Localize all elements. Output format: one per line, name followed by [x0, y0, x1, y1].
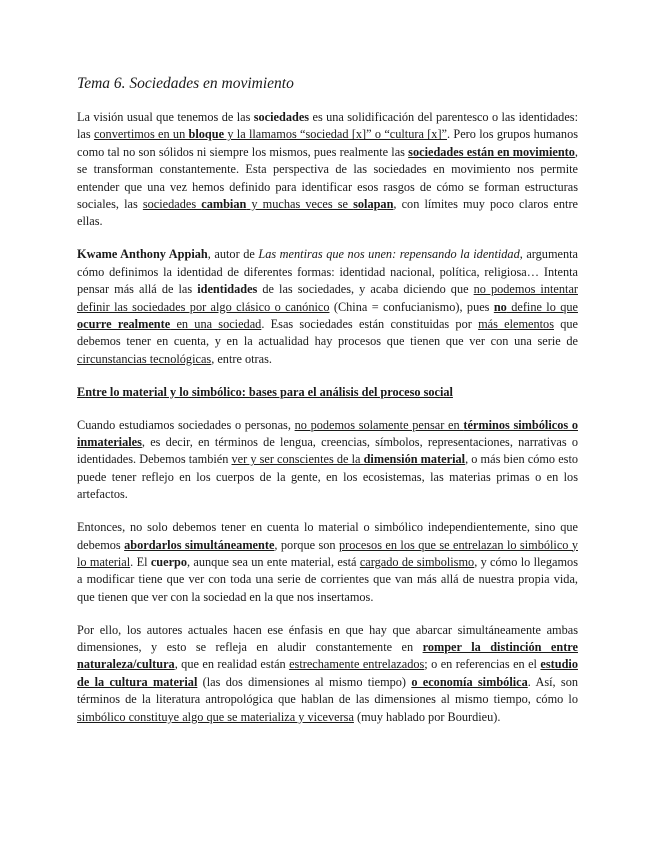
bold-run: Kwame Anthony Appiah: [77, 247, 208, 262]
paragraph-appiah: [77, 246, 578, 368]
text-run: (las dos dimensiones al mismo tiempo): [197, 674, 412, 689]
section-heading: Entre lo material y lo simbólico: bases para el análisis del proceso social: [77, 384, 453, 399]
page-title: Tema 6. Sociedades en movimiento: [77, 75, 294, 92]
text-run: (muy hablado por Bourdieu).: [353, 709, 501, 724]
text-run: Por ello, los autores actuales hacen ese énfasis en que hay que abarcar simultáneamente ambas dimensiones, y esto se refleja en aludir constantemente en: [77, 622, 578, 655]
text-run: y la llamamos “sociedad [x]” o “cultura [x]”: [224, 127, 448, 142]
underlined-run: [94, 127, 447, 141]
text-run: . Esas sociedades están constituidas por: [261, 316, 479, 331]
text-run: . Así, son términos de la literatura antropológica que hablan de las dimensiones al mismo tiempo, cómo lo: [77, 674, 578, 707]
bold-run: sociedades: [253, 110, 310, 124]
underlined-run: estrechamente entrelazados: [289, 657, 425, 672]
text-run: , y cómo lo llegamos a modificar tiene que ver con toda una serie de corrientes que van más allá de nuestra propia vida, que tienen que ver con la sociedad en la que nos insertamos.: [77, 554, 578, 604]
text-run: , con límites muy poco claros entre ellas.: [77, 197, 579, 229]
text-run: , se transforman constantemente. Esta perspectiva de las sociedades en movimiento nos permite entender que una vez hemos definido para identificar esos rasgos de cómo se forman estructuras sociales, las: [77, 144, 578, 212]
underlined-run: más elementos: [478, 316, 554, 331]
text-run: Cuando estudiamos sociedades o personas,: [77, 417, 295, 432]
bold-underlined-run: abordarlos simultáneamente: [124, 537, 275, 552]
bold-run: identidades: [197, 282, 258, 297]
underlined-run: cargado de simbolismo: [359, 554, 475, 569]
text-run: . Pero los grupos humanos como tal no son sólidos ni siempre los mismos, pues realmente las: [77, 127, 579, 159]
text-run: que debemos tener en cuenta, y en la actualidad hay procesos que tienen que ver con una serie de: [77, 316, 578, 349]
bold-underlined-run: sociedades están en movimiento: [408, 144, 575, 159]
text-run: , es decir, en términos de lengua, creencias, símbolos, representaciones, narrativas o identidades. Debemos también: [77, 435, 578, 467]
text-run: , entre otras.: [211, 351, 272, 366]
underlined-run: [232, 452, 466, 466]
text-run: , o más bien cómo esto puede tener reflejo en los cuerpos de la gente, en los ecosistemas, las materias primas o en los artefactos.: [77, 452, 579, 502]
text-run: (China = confucianismo), pues: [329, 299, 494, 314]
bold-underlined-run: estudio de la cultura material: [77, 657, 578, 689]
text-run: define lo que: [506, 299, 578, 314]
underlined-run: circunstancias tecnológicas: [77, 351, 212, 366]
bold-run: cambian: [201, 197, 247, 212]
bold-run: dimensión material: [363, 452, 466, 467]
text-run: . El: [130, 554, 151, 569]
text-run: , porque son: [274, 537, 339, 552]
bold-run: solapan: [353, 197, 394, 212]
underlined-run: procesos en los que se entrelazan lo simbólico y lo material: [77, 537, 578, 569]
bold-underlined-run: o economía simbólica: [411, 674, 528, 689]
bold-underlined-run: romper la distinción entre naturaleza/cultura: [77, 640, 578, 672]
text-run: , autor de: [207, 247, 259, 262]
underlined-run: simbólico constituye algo que se materializa y viceversa: [77, 709, 354, 724]
document-page: [77, 74, 578, 742]
text-run: y muchas veces se: [246, 197, 354, 212]
text-run: , aunque sea un ente material, está: [187, 554, 360, 569]
book-title: Las mentiras que nos unen: repensando la identidad: [258, 247, 520, 262]
paragraph-current-authors: [77, 622, 578, 726]
text-run: , argumenta cómo definimos la identidad de diferentes formas: identidad nacional, política, religiosa… Intenta pensar más allá de las: [77, 247, 579, 297]
underlined-run: [143, 197, 394, 211]
text-run: es una solidificación del parentesco o las identidades: las: [77, 110, 578, 142]
text-run: no podemos solamente pensar en: [294, 417, 464, 432]
bold-run: bloque: [188, 127, 225, 142]
text-run: de las sociedades, y acaba diciendo que: [257, 282, 474, 297]
bold-run: ocurre realmente: [77, 316, 171, 331]
text-run: ; o en referencias en el: [424, 657, 541, 672]
bold-run: no: [493, 299, 507, 314]
paragraph-simultaneous: [77, 519, 578, 606]
text-run: ver y ser conscientes de la: [231, 452, 364, 467]
text-run: La visión usual que tenemos de las: [77, 110, 254, 124]
text-run: sociedades: [142, 197, 202, 212]
text-run: en una sociedad: [170, 316, 262, 331]
text-run: convertimos en un: [93, 127, 189, 142]
paragraph-intro: [77, 109, 578, 231]
text-run: , que en realidad están: [174, 657, 290, 672]
text-run: Entonces, no solo debemos tener en cuenta lo material o simbólico independientemente, sino que debemos: [77, 520, 578, 552]
underlined-run: no podemos intentar definir las sociedades por algo clásico o canónico: [77, 282, 578, 314]
bold-run: cuerpo: [150, 554, 188, 569]
bold-run: términos simbólicos o inmateriales: [77, 417, 578, 449]
paragraph-material-symbolic: [77, 417, 578, 504]
